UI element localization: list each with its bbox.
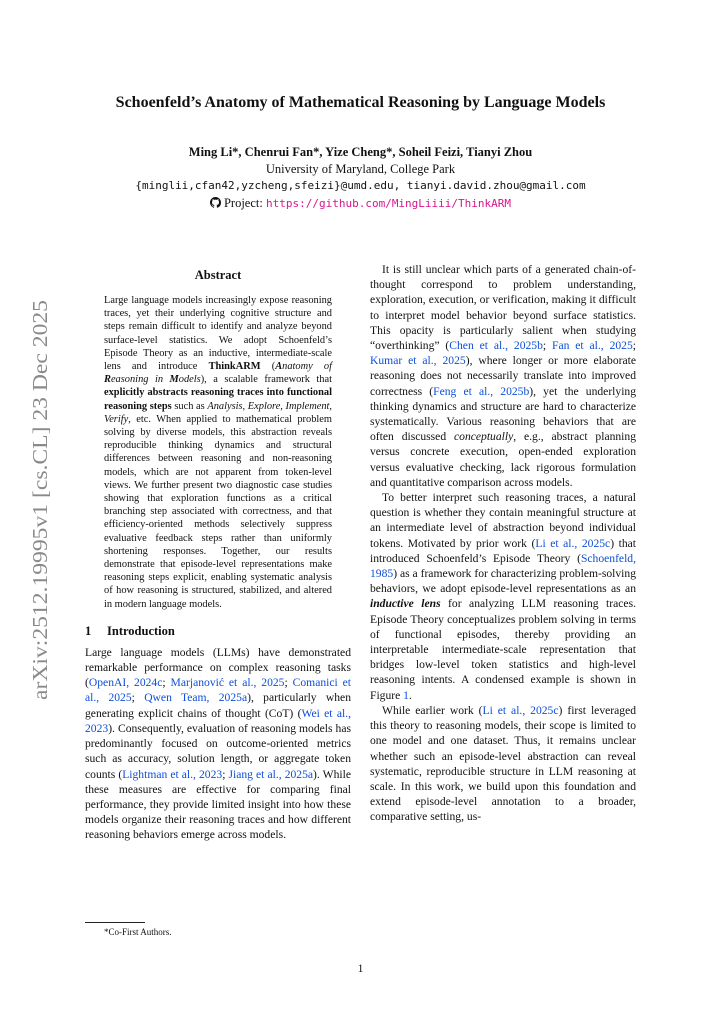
citation-link[interactable]: Jiang et al., 2025a (228, 767, 314, 781)
figure-reference-link[interactable]: 1 (403, 688, 409, 702)
right-column (370, 262, 636, 825)
citation-link[interactable]: Li et al., 2025c (482, 703, 559, 717)
intro-paragraph-3: To better interpret such reasoning traces, a natural question is whether they contain meaningful structure at an intermediate level of abstraction beyond individual tokens. Motivated by prior work (Li et al., 2025c) that introduced Schoenfeld’s Episode Theory (Schoenfeld, 1985) as a framework for characterizing problem-solving behaviors, we adopt episode-level representations as an inductive lens for analyzing LLM reasoning traces. Episode Theory conceptualizes problem solving in terms of functional episodes, thereby providing an interpretable intermediate-scale representation that bridges low-level token statistics and high-level reasoning intents. A condensed example is shown in Figure 1. (370, 491, 636, 702)
author-emails: {minglii,cfan42,yzcheng,sfeizi}@umd.edu, tianyi.david.zhou@gmail.com (135, 179, 586, 192)
page-number: 1 (357, 962, 364, 975)
citation-link[interactable]: Qwen Team, 2025a (144, 691, 248, 705)
project-link-line (80, 195, 641, 212)
citation-link[interactable]: Wei et al., 2023 (85, 706, 351, 735)
citation-link[interactable]: Feng et al., 2025b (433, 384, 530, 398)
intro-paragraph-1: Large language models (LLMs) have demonstrated remarkable performance on complex reasoning tasks (OpenAI, 2024c; Marjanović et al., 2025; Comanici et al., 2025; Qwen Team, 2025a), particularly when generating explicit chains of thought (CoT) (Wei et al., 2023). Consequently, evaluation of reasoning models has predominantly focused on outcome-oriented metrics such as accuracy, solution length, or aggregate token counts (Lightman et al., 2023; Jiang et al., 2025a). While these measures are effective for comparing final performance, they provide limited insight into how these models organize their reasoning traces and how different reasoning behaviors emerge across models. (85, 645, 352, 842)
citation-link[interactable]: OpenAI, 2024c (88, 676, 163, 690)
citation-link[interactable]: Schoenfeld, 1985 (370, 551, 636, 581)
citation-link[interactable]: Marjanović et al., 2025 (170, 676, 285, 690)
citation-link[interactable]: Chen et al., 2025b (449, 339, 543, 353)
citation-link[interactable]: Fan et al., 2025 (552, 339, 633, 353)
author-list: Ming Li*, Chenrui Fan*, Yize Cheng*, Soheil Feizi, Tianyi Zhou (188, 145, 533, 159)
project-label: Project: (223, 196, 263, 210)
abstract-text: Large language models increasingly expose reasoning traces, yet their underlying cognitive structure and steps remain difficult to identify and analyze beyond surface-level statistics. We adopt Schoenfeld’s Episode Theory as an inductive, intermediate-scale lens and introduce ThinkARM (Anatomy of Reasoning in Models), a scalable framework that explicitly abstracts reasoning traces into functional reasoning steps such as Analysis, Explore, Implement, Verify, etc. When applied to mathematical problem solving by diverse models, this abstraction reveals reproducible thinking dynamics and structural differences between reasoning and non-reasoning models, which are not apparent from token-level views. We further present two diagnostic case studies showing that exploration functions as a critical branching step associated with correctness, and that efficiency-oriented methods selectively suppress evaluative feedback steps rather than uniformly shortening responses. Together, our results demonstrate that episode-level representations make reasoning steps explicit, enabling systematic analysis of how reasoning is structured, stabilized, and altered in modern language models. (104, 295, 332, 610)
section-heading-introduction: 1 Introduction (85, 623, 175, 638)
affiliation: University of Maryland, College Park (265, 162, 456, 176)
arxiv-stamp (10, 300, 60, 700)
abstract-heading: Abstract (194, 268, 242, 282)
citation-link[interactable]: Lightman et al., 2023 (122, 767, 223, 781)
intro-paragraph-4: While earlier work (Li et al., 2025c) first leveraged this theory to reasoning models, their scope is limited to one model and one dataset. Thus, it remains unclear whether such an episode-level abstraction can reveal systematic, reproducible structure in LLM reasoning at scale. In this work, we build upon this foundation and extend episode-level annotation to a broader, comparative setting, us- (370, 703, 637, 824)
footnote: *Co-First Authors. (104, 927, 172, 937)
intro-paragraph-2: It is still unclear which parts of a generated chain-of-thought correspond to problem understanding, exploration, execution, or verification, making it difficult to interpret model behavior beyond surface statistics. This opacity is particularly salient when studying “overthinking” (Chen et al., 2025b; Fan et al., 2025; Kumar et al., 2025), where longer or more elaborate reasoning does not necessarily translate into improved correctness (Feng et al., 2025b), yet the underlying thinking dynamics and structure are hard to characterize systematically. Various reasoning behaviors that are often discussed conceptually, e.g., abstract planning versus concrete execution, open-ended exploration versus evaluative checking, lack rigorous formulation and quantitative comparison across models. (370, 263, 637, 489)
paper-title: Schoenfeld’s Anatomy of Mathematical Reasoning by Language Models (115, 94, 606, 111)
project-url-link[interactable]: https://github.com/MingLiiii/ThinkARM (265, 197, 512, 210)
footnote-divider (85, 922, 145, 923)
citation-link[interactable]: Kumar et al., 2025 (370, 354, 466, 368)
citation-link[interactable]: Comanici et al., 2025 (85, 676, 352, 705)
github-icon (210, 196, 221, 207)
left-column (85, 262, 351, 843)
citation-link[interactable]: Li et al., 2025c (535, 536, 611, 550)
arxiv-id: arXiv:2512.19995v1 [cs.CL] 23 Dec 2025 (28, 344, 52, 700)
